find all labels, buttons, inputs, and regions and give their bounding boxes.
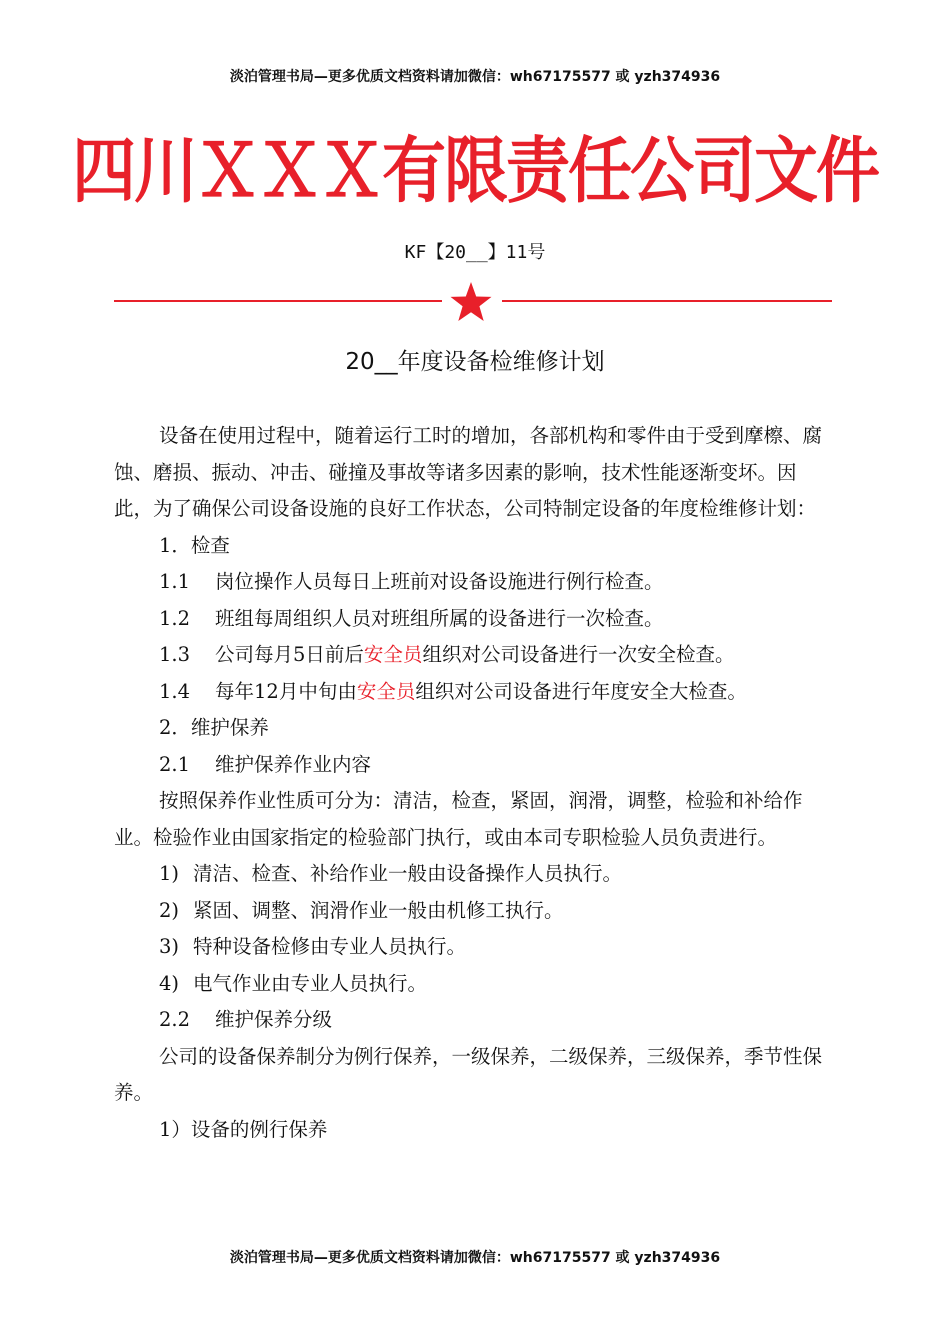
document-number: KF【20__】11号 xyxy=(404,242,546,263)
list-text: 清洁、检查、补给作业一般由设备操作人员执行。 xyxy=(193,862,623,885)
item-number: 1.2 xyxy=(159,606,191,630)
item-1-1 xyxy=(114,564,830,601)
subsection-2-2-paragraph: 公司的设备保养制分为例行保养，一级保养，二级保养，三级保养，季节性保养。 xyxy=(114,1044,823,1104)
item-text: 岗位操作人员每日上班前对设备设施进行例行检查。 xyxy=(215,570,664,593)
red-divider-right xyxy=(502,300,832,302)
list-number: 4) xyxy=(159,971,180,995)
footer-note: 淡泊管理书局—更多优质文档资料请加微信：wh67175577 或 yzh374936 xyxy=(229,1250,721,1266)
document-title: 四川ＸＸＸ有限责任公司文件 xyxy=(72,130,878,214)
intro-paragraph: 设备在使用过程中，随着运行工时的增加，各部机构和零件由于受到摩檫、腐蚀、磨损、振动、冲击、碰撞及事故等诸多因素的影响，技术性能逐渐变坏。因此，为了确保公司设备设施的良好工作状态，公司特制定设备的年度检维修计划： xyxy=(114,424,823,520)
subsection-title: 维护保养作业内容 xyxy=(215,752,372,776)
red-star-icon xyxy=(449,281,493,323)
item-text-pre: 公司每月5日前后 xyxy=(215,643,364,666)
list-item-3 xyxy=(114,929,830,966)
list-text: 电气作业由专业人员执行。 xyxy=(193,971,428,995)
subsection-2-2-heading xyxy=(114,1002,830,1039)
item-number: 1.3 xyxy=(159,643,191,666)
list-number: 3) xyxy=(159,935,180,958)
document-body xyxy=(114,418,830,1148)
section-1-heading: 1．检查 xyxy=(159,533,230,557)
plan-title: 20__年度设备检维修计划 xyxy=(345,349,605,375)
list-number: 1) xyxy=(159,862,180,885)
item-1-4 xyxy=(114,674,830,711)
subsection-title: 维护保养分级 xyxy=(215,1008,333,1031)
item-text-post: 组织对公司设备进行一次安全检查。 xyxy=(422,643,735,666)
list-number: 2) xyxy=(159,898,180,922)
header-note: 淡泊管理书局—更多优质文档资料请加微信：wh67175577 或 yzh374936 xyxy=(229,69,721,85)
list-text: 特种设备检修由专业人员执行。 xyxy=(193,935,467,958)
subsection-number: 2.1 xyxy=(159,752,191,776)
item-text: 班组每周组织人员对班组所属的设备进行一次检查。 xyxy=(215,606,664,630)
routine-maintenance-item: 1）设备的例行保养 xyxy=(159,1117,328,1141)
item-number: 1.1 xyxy=(159,570,191,593)
subsection-2-1-paragraph: 按照保养作业性质可分为：清洁，检查，紧固，润滑，调整，检验和补给作业。检验作业由国家指定的检验部门执行，或由本司专职检验人员负责进行。 xyxy=(114,789,803,849)
highlight-safety-officer: 安全员 xyxy=(363,643,423,666)
list-item-4 xyxy=(114,966,830,1003)
section-2-heading: 2．维护保养 xyxy=(159,716,269,739)
red-divider-left xyxy=(114,300,442,302)
item-number: 1.4 xyxy=(159,679,191,703)
item-text-pre: 每年12月中旬由 xyxy=(215,679,357,703)
list-item-1 xyxy=(114,856,830,893)
highlight-safety-officer: 安全员 xyxy=(356,679,416,703)
subsection-2-1-heading xyxy=(114,747,830,784)
list-text: 紧固、调整、润滑作业一般由机修工执行。 xyxy=(193,898,564,922)
item-text-post: 组织对公司设备进行年度安全大检查。 xyxy=(415,679,747,703)
subsection-number: 2.2 xyxy=(159,1008,191,1031)
item-1-3 xyxy=(114,637,830,674)
list-item-2 xyxy=(114,893,830,930)
item-1-2 xyxy=(114,601,830,638)
